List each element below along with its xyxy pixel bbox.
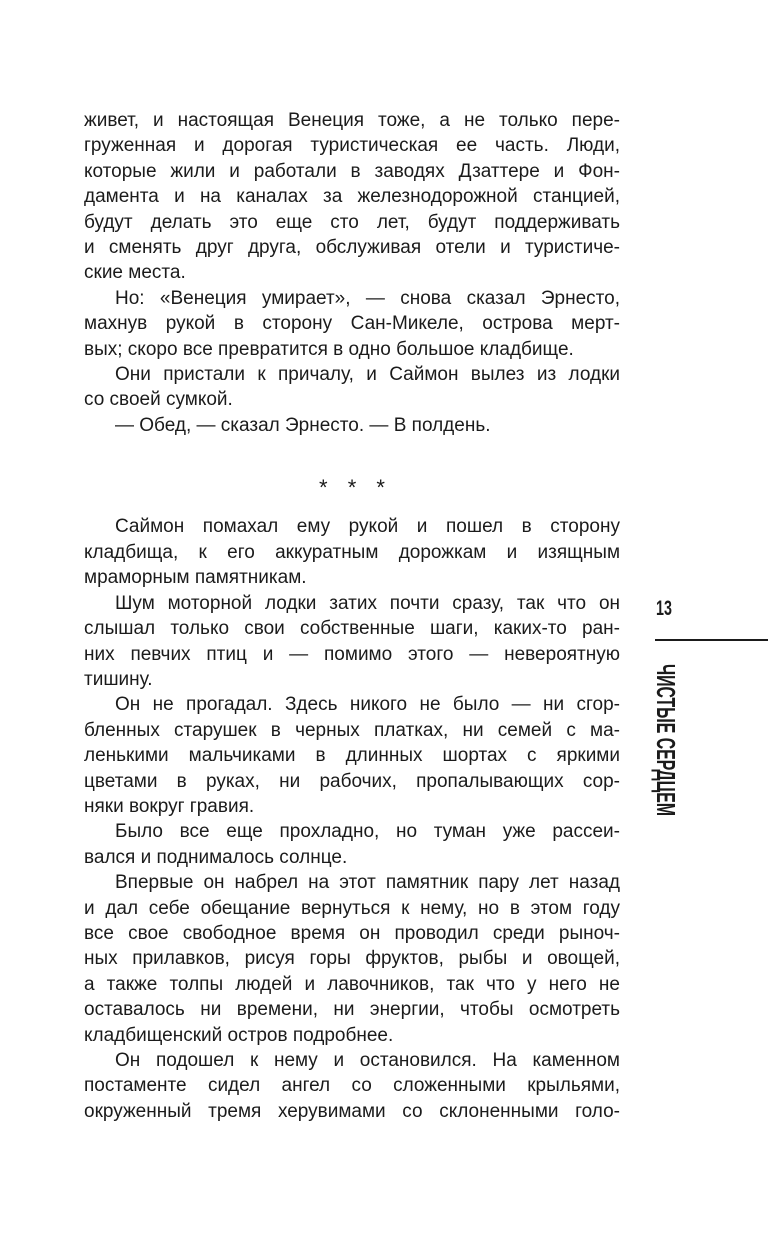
text-line: кладбищенский остров подробнее. (84, 1024, 394, 1046)
running-title: ЧИСТЫЕ СЕРДЦЕМ (651, 663, 681, 817)
text-line: Шум моторной лодки затих почти сразу, так что он (115, 592, 620, 614)
text-line: Но: «Венеция умирает», — снова сказал Эрнесто, (115, 287, 620, 309)
paragraph (84, 362, 620, 413)
paragraph (84, 108, 620, 286)
text-line: и дал себе обещание вернуться к нему, но в этом году (84, 897, 620, 919)
paragraph (84, 591, 620, 693)
text-line: вался и поднималось солнце. (84, 846, 348, 868)
text-line: кладбища, к его аккуратным дорожкам и изящным (84, 541, 620, 563)
text-line: слышал только свои собственные шаги, каких-то ран- (84, 618, 620, 640)
text-line: живет, и настоящая Венеция тоже, а не только пере- (84, 110, 620, 131)
margin-rule (655, 639, 768, 641)
page-number: 13 (656, 597, 672, 620)
text-line: Саймон помахал ему рукой и пошел в сторону (115, 516, 620, 538)
text-line: Впервые он набрел на этот памятник пару лет назад (115, 872, 620, 894)
text-line: Было все еще прохладно, но туман уже рассеи- (115, 821, 620, 843)
text-line: вых; скоро все превратится в одно большое кладбище. (84, 338, 574, 360)
text-after-scene-break (84, 514, 620, 1124)
text-line: Они пристали к причалу, и Саймон вылез из лодки (115, 364, 620, 386)
text-line: груженная и дорогая туристическая ее часть. Люди, (84, 135, 620, 157)
text-line: цветами в руках, ни рабочих, пропалывающих сор- (84, 770, 620, 792)
text-before-scene-break (84, 108, 620, 438)
text-line: них певчих птиц и — помимо этого — невероятную (84, 643, 620, 665)
text-line: махнув рукой в сторону Сан-Микеле, острова мерт- (84, 313, 620, 335)
text-line: няки вокруг гравия. (84, 795, 255, 817)
text-line: — Обед, — сказал Эрнесто. — В полдень. (115, 414, 491, 436)
paragraph (84, 1048, 620, 1124)
text-line: ленькими мальчиками в длинных шортах с яркими (84, 745, 620, 767)
paragraph (84, 692, 620, 819)
paragraph (84, 819, 620, 870)
scene-break-asterisks: * * * (319, 475, 385, 501)
body-text (84, 108, 620, 1124)
text-line: окруженный тремя херувимами со склоненными голо- (84, 1100, 620, 1122)
text-line: все свое свободное время он проводил среди рыноч- (84, 922, 620, 944)
text-line: ские места. (84, 262, 186, 284)
text-line: будут делать это еще сто лет, будут поддерживать (84, 211, 620, 233)
text-line: которые жили и работали в заводях Дзаттере и Фон- (84, 160, 620, 182)
text-line: Он не прогадал. Здесь никого не было — ни сгор- (115, 694, 620, 716)
paragraph (84, 413, 620, 438)
text-line: ных прилавков, рисуя горы фруктов, рыбы и овощей, (84, 948, 620, 970)
paragraph (84, 286, 620, 362)
text-line: тишину. (84, 668, 153, 690)
text-line: бленных старушек в черных платках, ни семей с ма- (84, 719, 620, 741)
text-line: со своей сумкой. (84, 389, 233, 411)
text-line: а также толпы людей и лавочников, так что у него не (84, 973, 620, 995)
paragraph (84, 870, 620, 1048)
text-line: дамента и на каналах за железнодорожной станцией, (84, 186, 620, 208)
text-line: оставалось ни времени, ни энергии, чтобы осмотреть (84, 999, 620, 1021)
paragraph (84, 514, 620, 590)
scene-break (84, 438, 620, 514)
text-line: Он подошел к нему и остановился. На каменном (115, 1050, 620, 1071)
text-line: постаменте сидел ангел со сложенными крыльями, (84, 1075, 620, 1097)
text-line: и сменять друг друга, обслуживая отели и туристиче- (84, 237, 620, 259)
text-line: мраморным памятникам. (84, 567, 307, 589)
